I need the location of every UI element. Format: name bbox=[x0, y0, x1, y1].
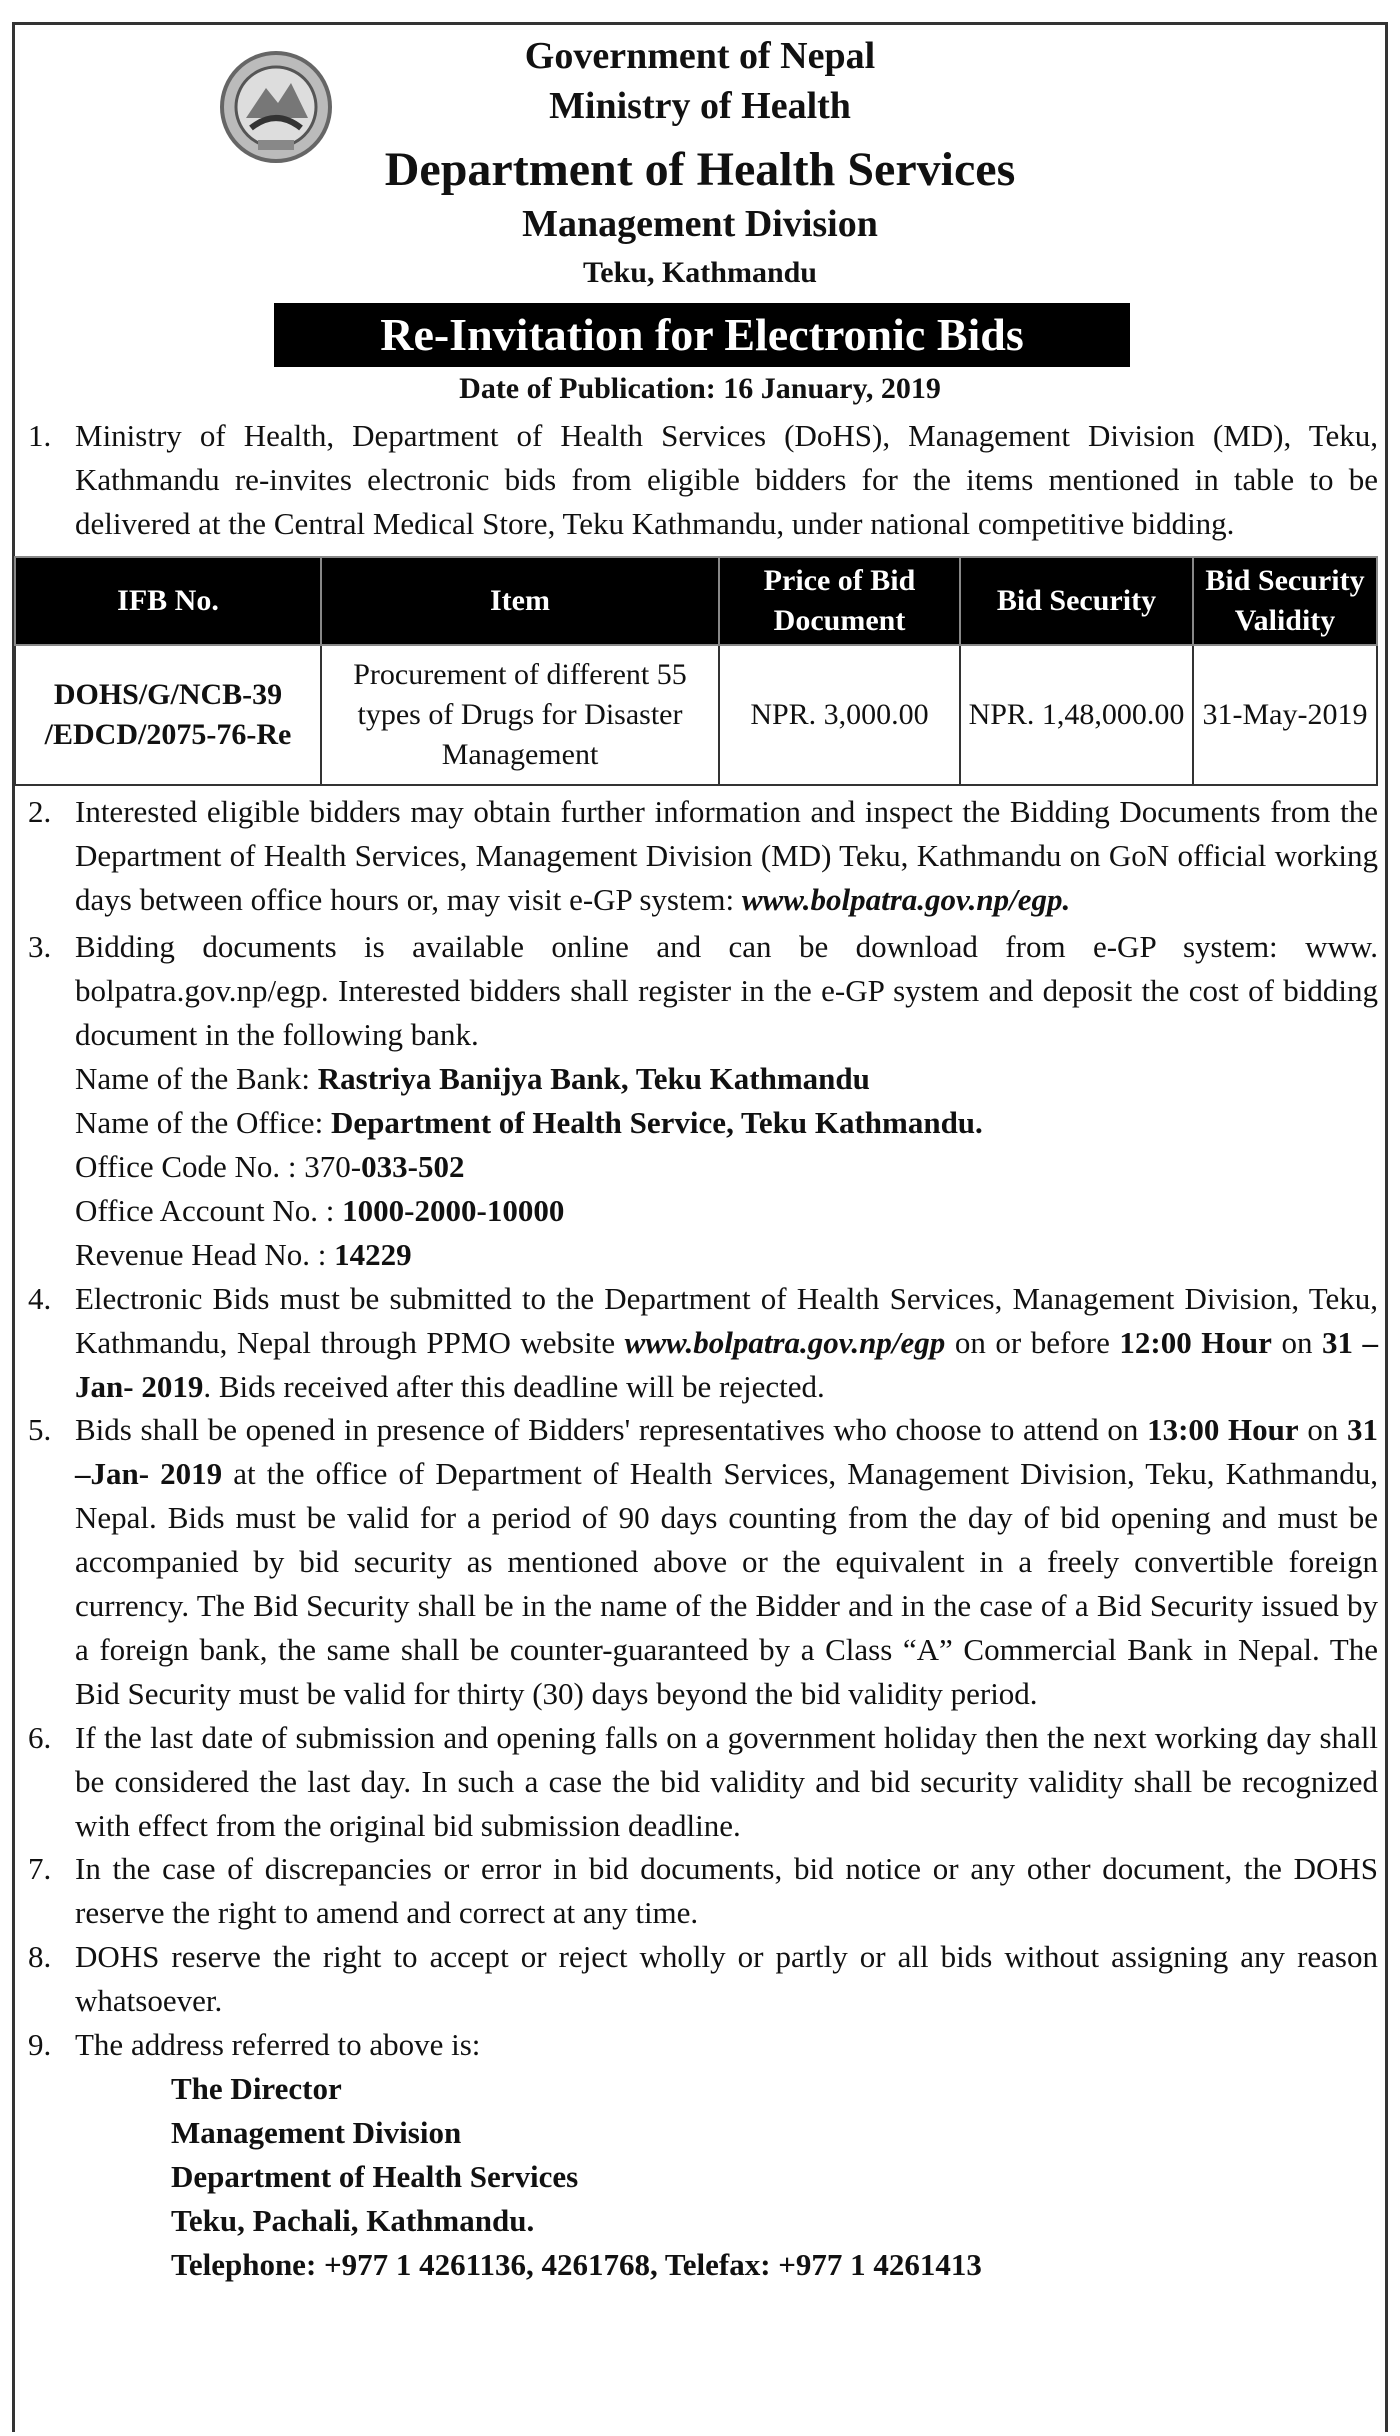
col-item: Item bbox=[321, 557, 719, 645]
revenue-label: Revenue Head No. : bbox=[75, 1236, 335, 1272]
deadline-date: 31 –Jan- 2019 bbox=[75, 1324, 1379, 1404]
col-security: Bid Security bbox=[960, 557, 1193, 645]
clause-3 bbox=[28, 925, 1378, 1276]
validity: 31-May-2019 bbox=[1193, 645, 1377, 785]
clause-text: Interested eligible bidders may obtain further information and inspect the Bidding Documents from the Department of Health Services, Management Division (MD) Teku, Kathmandu on GoN official working days between office hours or, may visit e-GP system: bbox=[75, 793, 1378, 917]
col-price: Price of Bid Document bbox=[719, 557, 960, 645]
office-code-label: Office Code No. : 370- bbox=[75, 1148, 362, 1184]
publication-date: Date of Publication: 16 January, 2019 bbox=[459, 372, 941, 405]
clause-number: 2. bbox=[28, 793, 52, 829]
clause-7 bbox=[28, 1847, 1378, 1935]
notice-title: Re-Invitation for Electronic Bids bbox=[274, 303, 1130, 367]
clause-6 bbox=[28, 1716, 1378, 1848]
account-label: Office Account No. : bbox=[75, 1192, 343, 1228]
clause-number: 9. bbox=[28, 2027, 52, 2063]
clause-4 bbox=[28, 1277, 1378, 1409]
col-validity: Bid Security Validity bbox=[1193, 557, 1377, 645]
clause-text: at the office of Department of Health Services, Management Division, Teku, Kathmandu, Nepal. Bids must be valid for a period of 90 days counting from the day of bid opening and must be accompanied by bid security as mentioned above or the equivalent in a freely convertible foreign currency. The Bid Security shall be in the name of the Bidder and in the case of a Bid Security issued by a foreign bank, the same shall be counter-guaranteed by a Class “A” Commercial Bank in Nepal. The Bid Security must be valid for thirty (30) days beyond the bid validity period. bbox=[75, 1456, 1378, 1711]
clause-text: Bidding documents is available online and can be download from e-GP system: www. bolpatra.gov.np/egp. Interested bidders shall register in the e-GP system and deposit the cost of bidding document in the following bank. bbox=[75, 929, 1378, 1053]
account-number: 1000-2000-10000 bbox=[342, 1192, 565, 1228]
address-line: The Director bbox=[171, 2071, 342, 2106]
office-name: Department of Health Service, Teku Kathmandu. bbox=[330, 1105, 983, 1141]
clause-text: on or before bbox=[945, 1324, 1120, 1360]
clause-text: on bbox=[1271, 1324, 1322, 1360]
ifb-number: DOHS/G/NCB-39 /EDCD/2075-76-Re bbox=[15, 645, 321, 785]
clause-number: 8. bbox=[28, 1939, 52, 1975]
revenue-head: 14229 bbox=[334, 1236, 412, 1272]
ministry-heading: Ministry of Health bbox=[549, 85, 851, 127]
clause-9 bbox=[28, 2023, 1378, 2067]
table-row bbox=[15, 645, 1377, 785]
address-line: Department of Health Services bbox=[171, 2158, 579, 2194]
table-header-row bbox=[15, 557, 1377, 645]
clause-number: 6. bbox=[28, 1719, 52, 1755]
address-line: Management Division bbox=[171, 2114, 462, 2150]
bank-name: Rastriya Banijya Bank, Teku Kathmandu bbox=[317, 1061, 870, 1097]
government-heading: Government of Nepal bbox=[524, 35, 876, 77]
division-heading: Management Division bbox=[522, 203, 878, 245]
clause-text: In the case of discrepancies or error in bid documents, bid notice or any other document, the DOHS reserve the right to amend and correct at any time. bbox=[75, 1851, 1378, 1931]
telephone-line: Telephone: +977 1 4261136, 4261768, Telefax: +977 1 4261413 bbox=[171, 2246, 982, 2282]
clause-text: Bids shall be opened in presence of Bidders' representatives who choose to attend on bbox=[75, 1412, 1148, 1448]
notice-body bbox=[28, 414, 1378, 2287]
clause-number: 4. bbox=[28, 1280, 52, 1316]
office-code: 033-502 bbox=[361, 1148, 465, 1184]
clause-text: . Bids received after this deadline will be rejected. bbox=[203, 1368, 825, 1404]
clause-1 bbox=[28, 414, 1378, 546]
clause-2 bbox=[28, 790, 1378, 922]
department-heading: Department of Health Services bbox=[384, 143, 1016, 196]
clause-number: 7. bbox=[28, 1851, 52, 1887]
clause-text: on bbox=[1298, 1412, 1347, 1448]
deadline-time: 12:00 Hour bbox=[1119, 1324, 1272, 1360]
clause-text: If the last date of submission and opening falls on a government holiday then the next working day shall be considered the last day. In such a case the bid validity and bid security validity shall be recognized with effect from the original bid submission deadline. bbox=[75, 1719, 1378, 1843]
opening-date: 31 –Jan- 2019 bbox=[75, 1412, 1378, 1492]
clause-text: DOHS reserve the right to accept or reject wholly or partly or all bids without assigning any reason whatsoever. bbox=[75, 1939, 1378, 2019]
egp-link[interactable]: www.bolpatra.gov.np/egp. bbox=[741, 881, 1071, 917]
clause-number: 5. bbox=[28, 1412, 52, 1448]
bid-security: NPR. 1,48,000.00 bbox=[960, 645, 1193, 785]
bid-table bbox=[14, 556, 1378, 786]
clause-5 bbox=[28, 1408, 1378, 1715]
item: Procurement of different 55 types of Drugs for Disaster Management bbox=[321, 645, 719, 785]
bank-label: Name of the Bank: bbox=[75, 1061, 318, 1097]
clause-8 bbox=[28, 1935, 1378, 2023]
col-ifb: IFB No. bbox=[15, 557, 321, 645]
opening-time: 13:00 Hour bbox=[1147, 1412, 1299, 1448]
clause-text: The address referred to above is: bbox=[75, 2027, 481, 2063]
address-line: Teku, Pachali, Kathmandu. bbox=[171, 2202, 535, 2238]
clause-number: 1. bbox=[28, 418, 52, 453]
office-label: Name of the Office: bbox=[75, 1105, 331, 1141]
price: NPR. 3,000.00 bbox=[719, 645, 960, 785]
clause-text: Ministry of Health, Department of Health Services (DoHS), Management Division (MD), Teku, Kathmandu re-invites electronic bids from eligible bidders for the items mentioned in table to be delivered at the Central Medical Store, Teku Kathmandu, under national competitive bidding. bbox=[75, 418, 1378, 541]
location-heading: Teku, Kathmandu bbox=[583, 256, 817, 289]
clause-text: Electronic Bids must be submitted to the Department of Health Services, Management Division, Teku, Kathmandu, Nepal through PPMO website bbox=[75, 1280, 1378, 1360]
ppmo-link[interactable]: www.bolpatra.gov.np/egp bbox=[624, 1324, 946, 1360]
contact-address bbox=[28, 2067, 1378, 2287]
clause-number: 3. bbox=[28, 929, 52, 965]
